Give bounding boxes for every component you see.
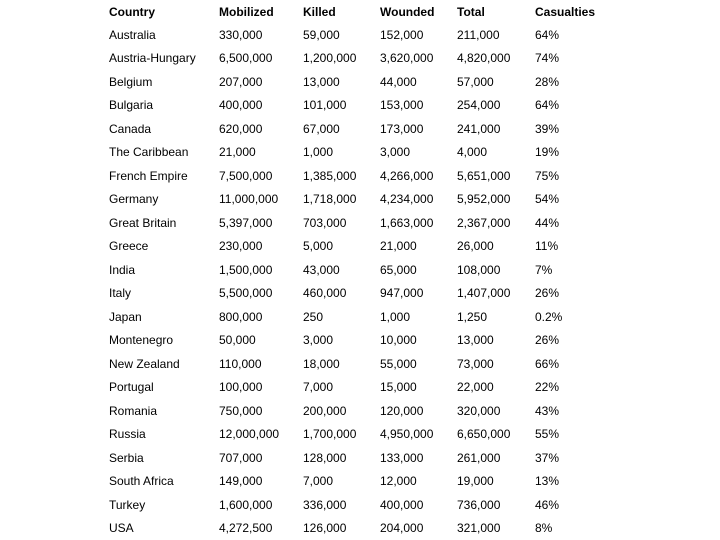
country-cell: USA [109, 521, 134, 536]
table-row [104, 94, 610, 118]
table-row [104, 235, 610, 259]
total-cell: 261,000 [457, 450, 501, 465]
killed-cell: 1,385,000 [303, 168, 357, 183]
casualties-cell: 28% [535, 74, 560, 89]
killed-cell: 128,000 [303, 450, 347, 465]
killed-cell: 336,000 [303, 497, 347, 512]
mobilized-cell: 330,000 [219, 27, 263, 42]
killed-cell: 200,000 [303, 403, 347, 418]
total-cell: 736,000 [457, 497, 501, 512]
table-row [104, 211, 610, 235]
table-row [104, 47, 610, 71]
wounded-cell: 4,234,000 [380, 192, 434, 207]
country-cell: New Zealand [109, 356, 180, 371]
total-cell: 5,651,000 [457, 168, 511, 183]
table-header [104, 0, 610, 23]
country-cell: The Caribbean [109, 145, 189, 160]
mobilized-cell: 1,500,000 [219, 262, 273, 277]
wounded-cell: 21,000 [380, 239, 417, 254]
table-row [104, 70, 610, 94]
mobilized-cell: 149,000 [219, 474, 263, 489]
total-cell: 4,820,000 [457, 51, 511, 66]
country-cell: Great Britain [109, 215, 177, 230]
country-cell: Italy [109, 286, 132, 301]
mobilized-cell: 800,000 [219, 309, 263, 324]
killed-cell: 250 [303, 309, 324, 324]
wounded-cell: 400,000 [380, 497, 424, 512]
total-cell: 321,000 [457, 521, 501, 536]
casualties-cell: 64% [535, 27, 560, 42]
casualties-cell: 11% [535, 239, 559, 254]
table-row [104, 258, 610, 282]
mobilized-cell: 1,600,000 [219, 497, 273, 512]
total-cell: 2,367,000 [457, 215, 511, 230]
mobilized-cell: 50,000 [219, 333, 256, 348]
mobilized-cell: 4,272,500 [219, 521, 273, 536]
wounded-cell: 55,000 [380, 356, 417, 371]
casualties-cell: 13% [535, 474, 560, 489]
table-row [104, 376, 610, 400]
table-row [104, 493, 610, 517]
wounded-cell: 10,000 [380, 333, 417, 348]
total-cell: 73,000 [457, 356, 494, 371]
country-cell: Montenegro [109, 333, 174, 348]
killed-cell: 18,000 [303, 356, 340, 371]
table-row [104, 423, 610, 447]
country-cell: Australia [109, 27, 156, 42]
total-cell: 13,000 [457, 333, 494, 348]
header-row [104, 0, 610, 23]
total-cell: 108,000 [457, 262, 501, 277]
casualties-cell: 26% [535, 333, 560, 348]
header-total: Total [457, 4, 485, 19]
country-cell: Portugal [109, 380, 154, 395]
mobilized-cell: 11,000,000 [219, 192, 279, 207]
wounded-cell: 3,000 [380, 145, 411, 160]
country-cell: Greece [109, 239, 149, 254]
total-cell: 1,250 [457, 309, 488, 324]
mobilized-cell: 7,500,000 [219, 168, 273, 183]
country-cell: Japan [109, 309, 142, 324]
country-cell: South Africa [109, 474, 174, 489]
table-row [104, 164, 610, 188]
casualties-cell: 39% [535, 121, 560, 136]
killed-cell: 5,000 [303, 239, 334, 254]
mobilized-cell: 750,000 [219, 403, 263, 418]
total-cell: 1,407,000 [457, 286, 511, 301]
killed-cell: 3,000 [303, 333, 334, 348]
killed-cell: 43,000 [303, 262, 340, 277]
table-row [104, 141, 610, 165]
casualties-cell: 44% [535, 215, 560, 230]
wounded-cell: 1,000 [380, 309, 411, 324]
table-row [104, 352, 610, 376]
casualties-cell: 19% [535, 145, 560, 160]
casualties-cell: 46% [535, 497, 560, 512]
total-cell: 22,000 [457, 380, 494, 395]
mobilized-cell: 6,500,000 [219, 51, 273, 66]
total-cell: 26,000 [457, 239, 494, 254]
wounded-cell: 3,620,000 [380, 51, 434, 66]
killed-cell: 7,000 [303, 474, 334, 489]
table-row [104, 470, 610, 494]
total-cell: 57,000 [457, 74, 494, 89]
wounded-cell: 120,000 [380, 403, 424, 418]
wounded-cell: 133,000 [380, 450, 424, 465]
total-cell: 254,000 [457, 98, 501, 113]
casualties-cell: 0.2% [535, 309, 563, 324]
casualties-cell: 22% [535, 380, 560, 395]
killed-cell: 101,000 [303, 98, 347, 113]
mobilized-cell: 5,500,000 [219, 286, 273, 301]
casualties-cell: 37% [535, 450, 560, 465]
killed-cell: 1,200,000 [303, 51, 357, 66]
wounded-cell: 152,000 [380, 27, 424, 42]
wounded-cell: 153,000 [380, 98, 424, 113]
total-cell: 19,000 [457, 474, 494, 489]
total-cell: 241,000 [457, 121, 501, 136]
country-cell: French Empire [109, 168, 188, 183]
table-row [104, 329, 610, 353]
wounded-cell: 4,950,000 [380, 427, 434, 442]
table-row [104, 517, 610, 540]
wounded-cell: 947,000 [380, 286, 424, 301]
killed-cell: 1,000 [303, 145, 334, 160]
table-row [104, 399, 610, 423]
country-cell: Turkey [109, 497, 146, 512]
casualties-cell: 26% [535, 286, 560, 301]
killed-cell: 67,000 [303, 121, 340, 136]
table-row [104, 305, 610, 329]
mobilized-cell: 400,000 [219, 98, 263, 113]
country-cell: India [109, 262, 136, 277]
table-row [104, 23, 610, 47]
wounded-cell: 1,663,000 [380, 215, 434, 230]
wounded-cell: 15,000 [380, 380, 417, 395]
header-mobilized: Mobilized [219, 4, 274, 19]
wounded-cell: 44,000 [380, 74, 417, 89]
table-row [104, 117, 610, 141]
country-cell: Austria-Hungary [109, 51, 196, 66]
country-cell: Belgium [109, 74, 153, 89]
mobilized-cell: 620,000 [219, 121, 263, 136]
wounded-cell: 4,266,000 [380, 168, 434, 183]
mobilized-cell: 707,000 [219, 450, 263, 465]
total-cell: 211,000 [457, 27, 500, 42]
killed-cell: 1,700,000 [303, 427, 357, 442]
killed-cell: 13,000 [303, 74, 340, 89]
country-cell: Serbia [109, 450, 144, 465]
total-cell: 320,000 [457, 403, 501, 418]
casualties-cell: 74% [535, 51, 560, 66]
casualties-cell: 54% [535, 192, 560, 207]
header-casualties: Casualties [535, 4, 596, 19]
mobilized-cell: 110,000 [219, 356, 262, 371]
mobilized-cell: 207,000 [219, 74, 263, 89]
mobilized-cell: 230,000 [219, 239, 263, 254]
header-killed: Killed [303, 4, 336, 19]
wounded-cell: 65,000 [380, 262, 417, 277]
killed-cell: 460,000 [303, 286, 347, 301]
country-cell: Canada [109, 121, 152, 136]
wounded-cell: 173,000 [380, 121, 424, 136]
country-cell: Russia [109, 427, 146, 442]
killed-cell: 1,718,000 [303, 192, 357, 207]
wounded-cell: 204,000 [380, 521, 424, 536]
total-cell: 5,952,000 [457, 192, 511, 207]
killed-cell: 703,000 [303, 215, 347, 230]
casualties-cell: 55% [535, 427, 560, 442]
killed-cell: 7,000 [303, 380, 334, 395]
country-cell: Romania [109, 403, 158, 418]
total-cell: 6,650,000 [457, 427, 511, 442]
header-wounded: Wounded [380, 4, 435, 19]
casualties-cell: 66% [535, 356, 560, 371]
country-cell: Germany [109, 192, 159, 207]
casualties-cell: 8% [535, 521, 553, 536]
mobilized-cell: 12,000,000 [219, 427, 280, 442]
table-row [104, 282, 610, 306]
mobilized-cell: 21,000 [219, 145, 256, 160]
total-cell: 4,000 [457, 145, 488, 160]
mobilized-cell: 5,397,000 [219, 215, 273, 230]
casualties-cell: 43% [535, 403, 560, 418]
table-body [104, 23, 610, 540]
table-row [104, 446, 610, 470]
table-row [104, 188, 610, 212]
header-country: Country [109, 4, 155, 19]
killed-cell: 59,000 [303, 27, 340, 42]
casualties-table [104, 0, 610, 540]
casualties-cell: 7% [535, 262, 553, 277]
killed-cell: 126,000 [303, 521, 347, 536]
mobilized-cell: 100,000 [219, 380, 263, 395]
wounded-cell: 12,000 [380, 474, 417, 489]
country-cell: Bulgaria [109, 98, 154, 113]
casualties-cell: 75% [535, 168, 560, 183]
casualties-cell: 64% [535, 98, 560, 113]
